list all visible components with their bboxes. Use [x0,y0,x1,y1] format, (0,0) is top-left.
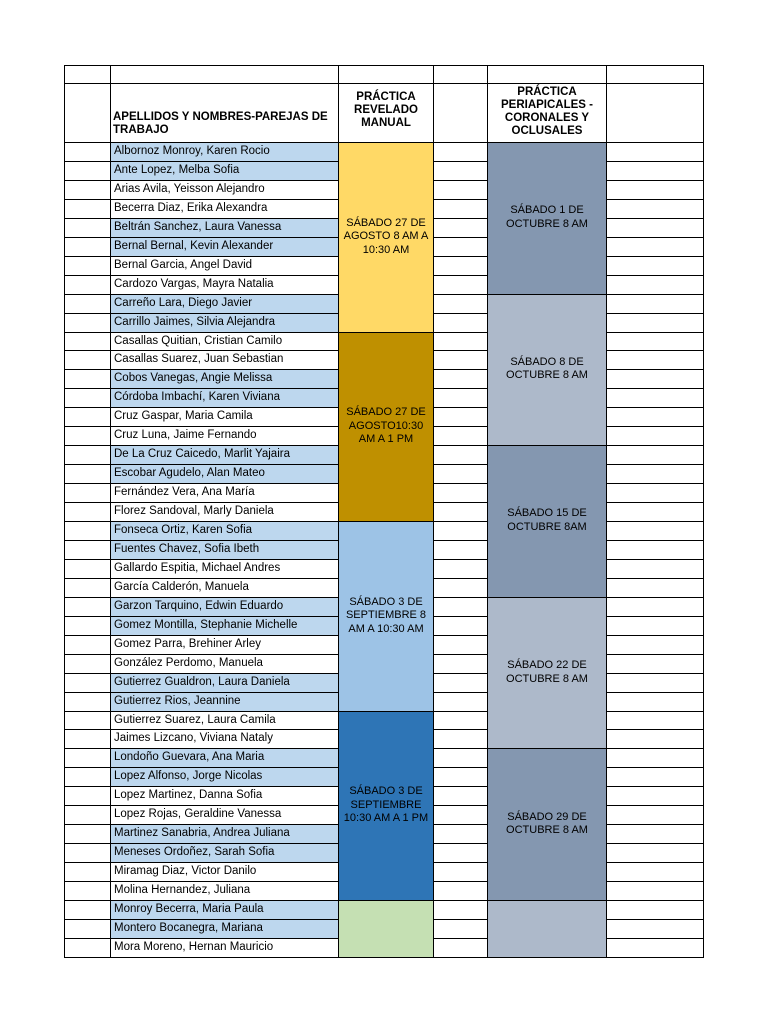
grid-line [606,824,704,825]
grid-line [433,881,487,882]
grid-line [64,142,704,143]
student-name: Beltrán Sanchez, Laura Vanessa [111,218,338,237]
student-name: Becerra Diaz, Erika Alexandra [114,201,268,214]
student-name: Lopez Alfonso, Jorge Nicolas [111,767,338,786]
header-names: APELLIDOS Y NOMBRES-PAREJAS DE TRABAJO [113,111,328,136]
grid-line [64,559,338,560]
student-name: Gomez Montilla, Stephanie Michelle [111,616,338,635]
grid-line [64,180,338,181]
grid-line [433,862,487,863]
grid-line [606,275,704,276]
grid-line [606,483,704,484]
grid-line [64,350,338,351]
grid-line [64,332,338,333]
grid-line [64,578,338,579]
student-name: Cardozo Vargas, Mayra Natalia [114,277,274,290]
grid-line [64,161,338,162]
student-name: Lopez Rojas, Geraldine Vanessa [114,808,282,821]
grid-line [606,786,704,787]
grid-line [606,407,704,408]
grid-line [433,540,487,541]
grid-line [64,805,338,806]
grid-line [433,483,487,484]
grid-line [64,65,704,66]
grid-line [433,559,487,560]
grid-line [433,256,487,257]
revelado-session: SÁBADO 3 DE SEPTIEMBRE 10:30 AM A 1 PM [339,711,433,901]
grid-line [433,578,487,579]
grid-line [64,748,338,749]
student-name: Gutierrez Gualdron, Laura Daniela [111,673,338,692]
student-name: Miramag Diaz, Victor Danilo [114,865,257,878]
grid-line [606,616,704,617]
grid-line [606,180,704,181]
grid-line [433,407,487,408]
periapicales-session: SÁBADO 1 DE OCTUBRE 8 AM [488,142,606,294]
periapicales-session: SÁBADO 29 DE OCTUBRE 8 AM [488,748,606,900]
grid-line [433,445,487,446]
student-name: Bernal Bernal, Kevin Alexander [111,237,338,256]
student-name: Carreño Lara, Diego Javier [111,294,338,313]
grid-line [606,692,704,693]
grid-line [433,692,487,693]
grid-line [606,161,704,162]
grid-line [433,673,487,674]
grid-line [64,218,338,219]
grid-line [606,881,704,882]
grid-line [606,388,704,389]
student-name: Casallas Quitian, Cristian Camilo [114,334,283,347]
grid-line [64,426,338,427]
grid-line [64,957,704,958]
grid-line [433,332,487,333]
grid-line [433,711,487,712]
grid-line [64,919,338,920]
grid-line [487,597,606,598]
grid-line [64,294,338,295]
grid-line [64,388,338,389]
grid-line [433,843,487,844]
grid-line [64,938,338,939]
grid-line [64,616,338,617]
grid-line [487,445,606,446]
grid-line [64,313,338,314]
student-name: Monroy Becerra, Maria Paula [111,900,338,919]
grid-line [64,540,338,541]
grid-line [606,673,704,674]
grid-line [64,597,338,598]
grid-line [606,502,704,503]
student-name: De La Cruz Caicedo, Marlit Yajaira [111,445,338,464]
student-name: Fonseca Ortiz, Karen Sofia [111,521,338,540]
grid-line [64,654,338,655]
grid-line [338,900,433,901]
student-name: Montero Bocanegra, Mariana [111,919,338,938]
student-name: Carrillo Jaimes, Silvia Alejandra [111,313,338,332]
student-name: Fuentes Chavez, Sofia Ibeth [111,540,338,559]
student-name: Ante Lopez, Melba Sofia [111,161,338,180]
header-revelado: PRÁCTICA REVELADO MANUAL [354,91,418,129]
student-name: Garzon Tarquino, Edwin Eduardo [111,597,338,616]
student-name: García Calderón, Manuela [114,580,249,593]
revelado-session [339,900,433,957]
student-name: Bernal Garcia, Angel David [114,258,253,271]
grid-line [64,824,338,825]
grid-line [606,635,704,636]
grid-line [433,237,487,238]
student-name: Florez Sandoval, Marly Daniela [114,505,274,518]
grid-line [606,332,704,333]
grid-line [606,654,704,655]
student-name: Martinez Sanabria, Andrea Juliana [111,824,338,843]
grid-line [433,635,487,636]
grid-line [433,369,487,370]
student-name: Cobos Vanegas, Angie Melissa [111,369,338,388]
student-name: Gutierrez Suarez, Laura Camila [114,713,276,726]
grid-line [606,313,704,314]
schedule-sheet [64,65,704,955]
grid-line [606,350,704,351]
grid-line [433,426,487,427]
grid-line [606,218,704,219]
grid-line [64,635,338,636]
grid-line [606,843,704,844]
grid-line [433,597,487,598]
grid-line [64,881,338,882]
student-name: Gutierrez Rios, Jeannine [111,692,338,711]
periapicales-session: SÁBADO 22 DE OCTUBRE 8 AM [488,597,606,749]
student-name: Molina Hernandez, Juliana [114,884,251,897]
grid-line [64,843,338,844]
grid-line [64,237,338,238]
grid-line [433,729,487,730]
grid-line [606,256,704,257]
grid-line [433,824,487,825]
grid-line [433,180,487,181]
grid-line [64,729,338,730]
grid-line [606,597,704,598]
grid-line [487,748,606,749]
grid-line [433,616,487,617]
grid-line [606,294,704,295]
grid-line [433,938,487,939]
grid-line [433,275,487,276]
grid-line [64,369,338,370]
grid-line [64,692,338,693]
student-name: Albornoz Monroy, Karen Rocio [111,142,338,161]
grid-line [606,445,704,446]
grid-line [606,521,704,522]
periapicales-session: SÁBADO 15 DE OCTUBRE 8AM [488,445,606,597]
grid-line [606,748,704,749]
grid-line [433,805,487,806]
grid-line [606,578,704,579]
student-name: Gomez Parra, Brehiner Arley [114,637,262,650]
revelado-session: SÁBADO 3 DE SEPTIEMBRE 8 AM A 10:30 AM [339,521,433,711]
grid-line [64,862,338,863]
grid-line [433,218,487,219]
grid-line [338,521,433,522]
student-name: Cruz Luna, Jaime Fernando [114,429,257,442]
grid-line [433,900,487,901]
grid-line [338,65,339,957]
grid-line [606,199,704,200]
grid-line [64,483,338,484]
student-name: Fernández Vera, Ana María [114,486,255,499]
student-name: Jaimes Lizcano, Viviana Nataly [114,732,273,745]
grid-line [606,919,704,920]
student-name: Cruz Gaspar, Maria Camila [114,410,253,423]
grid-line [606,805,704,806]
revelado-session: SÁBADO 27 DE AGOSTO10:30 AM A 1 PM [339,332,433,522]
grid-line [487,65,488,957]
grid-line [64,900,338,901]
student-name: Londoño Guevara, Ana Maria [111,748,338,767]
grid-line [606,729,704,730]
grid-line [64,256,338,257]
grid-line [64,786,338,787]
grid-line [338,332,433,333]
grid-line [433,161,487,162]
grid-line [433,464,487,465]
grid-line [606,369,704,370]
grid-line [487,900,606,901]
student-name: Casallas Suarez, Juan Sebastian [114,353,284,366]
student-name: Gallardo Espitia, Michael Andres [114,561,281,574]
revelado-session: SÁBADO 27 DE AGOSTO 8 AM A 10:30 AM [339,142,433,332]
student-name: Córdoba Imbachí, Karen Viviana [111,388,338,407]
student-name: Escobar Agudelo, Alan Mateo [111,464,338,483]
grid-line [606,938,704,939]
grid-line [433,294,487,295]
grid-line [64,711,338,712]
grid-line [606,559,704,560]
student-name: Arias Avila, Yeisson Alejandro [114,182,265,195]
grid-line [606,464,704,465]
grid-line [433,919,487,920]
grid-line [433,748,487,749]
grid-line [606,237,704,238]
grid-line [64,767,338,768]
grid-line [64,521,338,522]
grid-line [433,502,487,503]
grid-line [64,445,338,446]
grid-line [487,294,606,295]
student-name: Mora Moreno, Hernan Mauricio [114,940,274,953]
grid-line [64,199,338,200]
grid-line [606,767,704,768]
grid-line [433,786,487,787]
grid-line [433,521,487,522]
header-periapicales: PRÁCTICA PERIAPICALES - CORONALES Y OCLUSALES [500,86,593,137]
student-name: Lopez Martinez, Danna Sofia [114,789,263,802]
grid-line [606,426,704,427]
grid-line [433,350,487,351]
grid-line [606,711,704,712]
periapicales-session: SÁBADO 8 DE OCTUBRE 8 AM [488,294,606,446]
grid-line [338,711,433,712]
grid-line [64,464,338,465]
student-name: Meneses Ordoñez, Sarah Sofia [111,843,338,862]
grid-line [64,275,338,276]
student-name: González Perdomo, Manuela [114,656,263,669]
grid-line [433,199,487,200]
grid-line [64,407,338,408]
grid-line [64,502,338,503]
grid-line [606,540,704,541]
grid-line [433,767,487,768]
grid-line [606,900,704,901]
grid-line [433,313,487,314]
grid-line [433,654,487,655]
grid-line [64,673,338,674]
grid-line [606,862,704,863]
periapicales-session [488,900,606,957]
grid-line [433,388,487,389]
grid-line [64,83,704,84]
